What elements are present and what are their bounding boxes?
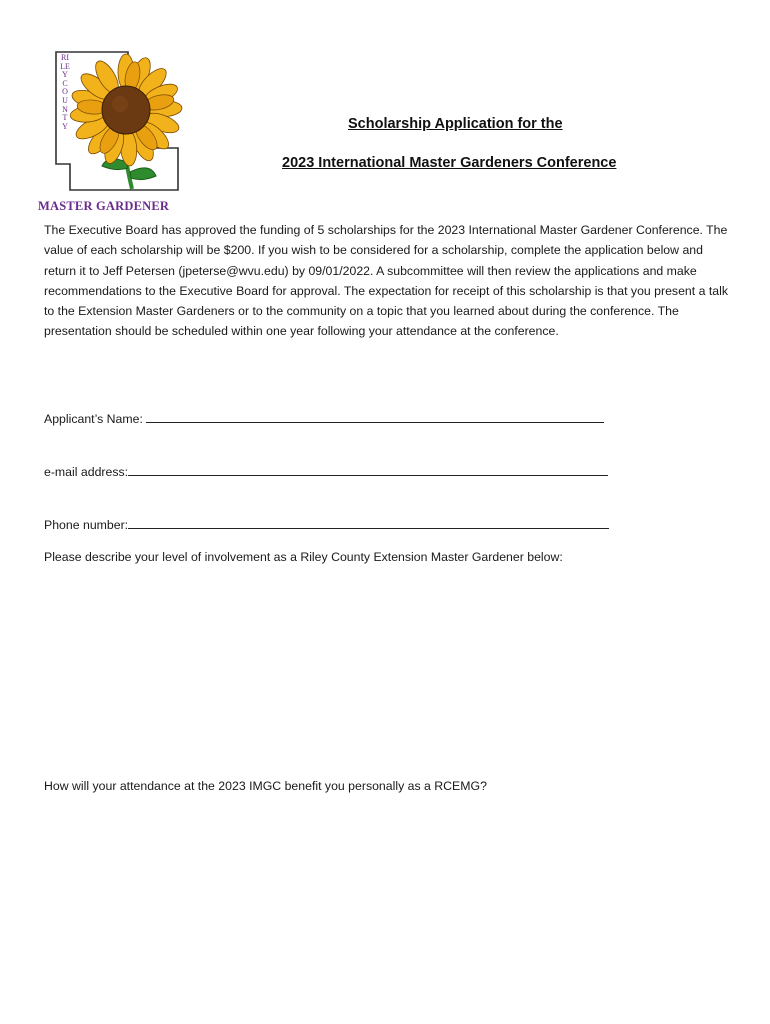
- form-title: Scholarship Application for the: [348, 116, 563, 132]
- involvement-question: Please describe your level of involvement as a Riley County Extension Master Gardener below:: [44, 550, 563, 564]
- benefit-question: How will your attendance at the 2023 IMGC benefit you personally as a RCEMG?: [44, 779, 487, 793]
- master-gardener-caption: MASTER GARDENER: [38, 199, 170, 213]
- riley-county-vertical-text: RILEY COUNTY: [60, 53, 70, 131]
- flower-center-shape: [102, 86, 150, 134]
- phone-blank[interactable]: [128, 516, 609, 529]
- email-label: e-mail address:: [44, 465, 129, 479]
- applicant-name-blank[interactable]: [146, 410, 604, 423]
- phone-field[interactable]: [44, 516, 609, 532]
- riley-county-master-gardener-logo: [38, 44, 190, 216]
- applicant-name-label: Applicant’s Name:: [44, 412, 147, 426]
- petals-group: [69, 54, 182, 166]
- email-field[interactable]: [44, 463, 608, 479]
- form-subtitle: 2023 International Master Gardeners Conference: [282, 155, 617, 171]
- email-blank[interactable]: [128, 463, 608, 476]
- intro-paragraph: The Executive Board has approved the funding of 5 scholarships for the 2023 International Master Gardener Conference. The value of each scholarship will be $200. If you wish to be considered for a scholarship, complete the application below and return it to Jeff Petersen (jpeterse@wvu.edu) by 09/01/2022. A subcommittee will then review the applications and make recommendations to the Executive Board for approval. The expectation for receipt of this scholarship is that you present a talk to the Extension Master Gardeners or to the community on a topic that you learned about during the conference. The presentation should be scheduled within one year following your attendance at the conference.: [44, 223, 728, 339]
- applicant-name-field[interactable]: [44, 410, 604, 426]
- phone-label: Phone number:: [44, 518, 129, 532]
